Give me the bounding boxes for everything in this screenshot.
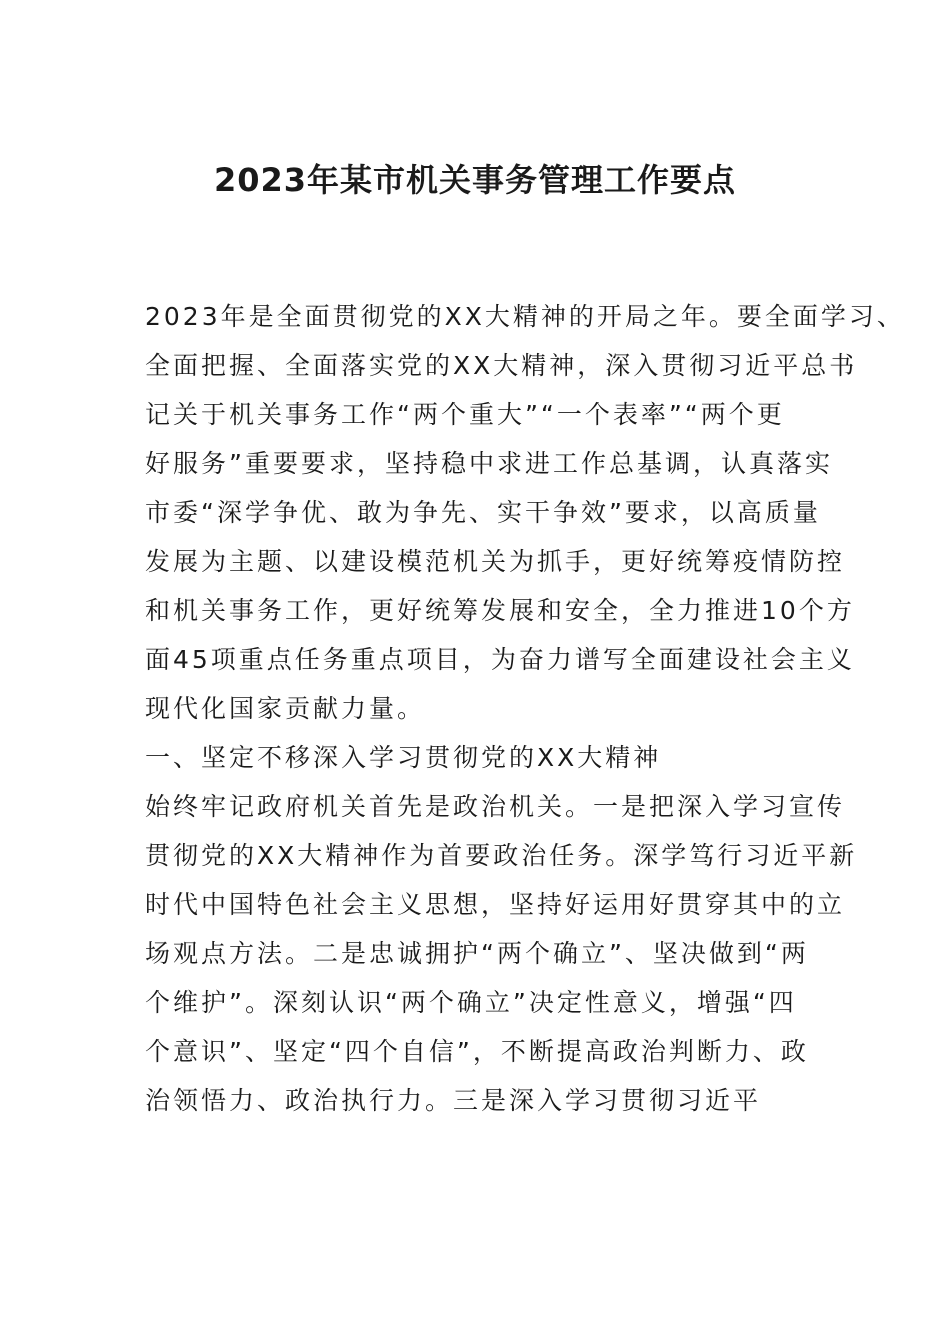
text-line: 2023年是全面贯彻党的XX大精神的开局之年。要全面学习、 xyxy=(145,302,905,331)
text-line: 记关于机关事务工作“两个重大”“一个表率”“两个更 xyxy=(145,400,785,429)
text-line: 好服务”重要要求，坚持稳中求进工作总基调，认真落实 xyxy=(145,449,833,478)
text-line: 面45项重点任务重点项目，为奋力谱写全面建设社会主义 xyxy=(145,645,855,674)
text-line: 治领悟力、政治执行力。三是深入学习贯彻习近平 xyxy=(145,1086,762,1115)
text-line: 市委“深学争优、敢为争先、实干争效”要求，以高质量 xyxy=(145,498,821,527)
text-line: 和机关事务工作，更好统筹发展和安全，全力推进10个方 xyxy=(145,596,855,625)
text-line: 时代中国特色社会主义思想，坚持好运用好贯穿其中的立 xyxy=(145,890,846,919)
document-body xyxy=(145,292,905,1125)
section-heading: 一、坚定不移深入学习贯彻党的XX大精神 xyxy=(145,743,662,772)
document-title: 2023年某市机关事务管理工作要点 xyxy=(213,161,737,199)
text-line: 现代化国家贡献力量。 xyxy=(145,694,426,723)
text-line: 始终牢记政府机关首先是政治机关。一是把深入学习宣传 xyxy=(145,792,846,821)
text-line: 发展为主题、以建设模范机关为抓手，更好统筹疫情防控 xyxy=(145,547,846,576)
text-line: 全面把握、全面落实党的XX大精神，深入贯彻习近平总书 xyxy=(145,351,858,380)
text-line: 场观点方法。二是忠诚拥护“两个确立”、坚决做到“两 xyxy=(145,939,809,968)
text-line: 个维护”。深刻认识“两个确立”决定性意义，增强“四 xyxy=(145,988,797,1017)
text-line: 贯彻党的XX大精神作为首要政治任务。深学笃行习近平新 xyxy=(145,841,858,870)
text-line: 个意识”、坚定“四个自信”，不断提高政治判断力、政 xyxy=(145,1037,809,1066)
